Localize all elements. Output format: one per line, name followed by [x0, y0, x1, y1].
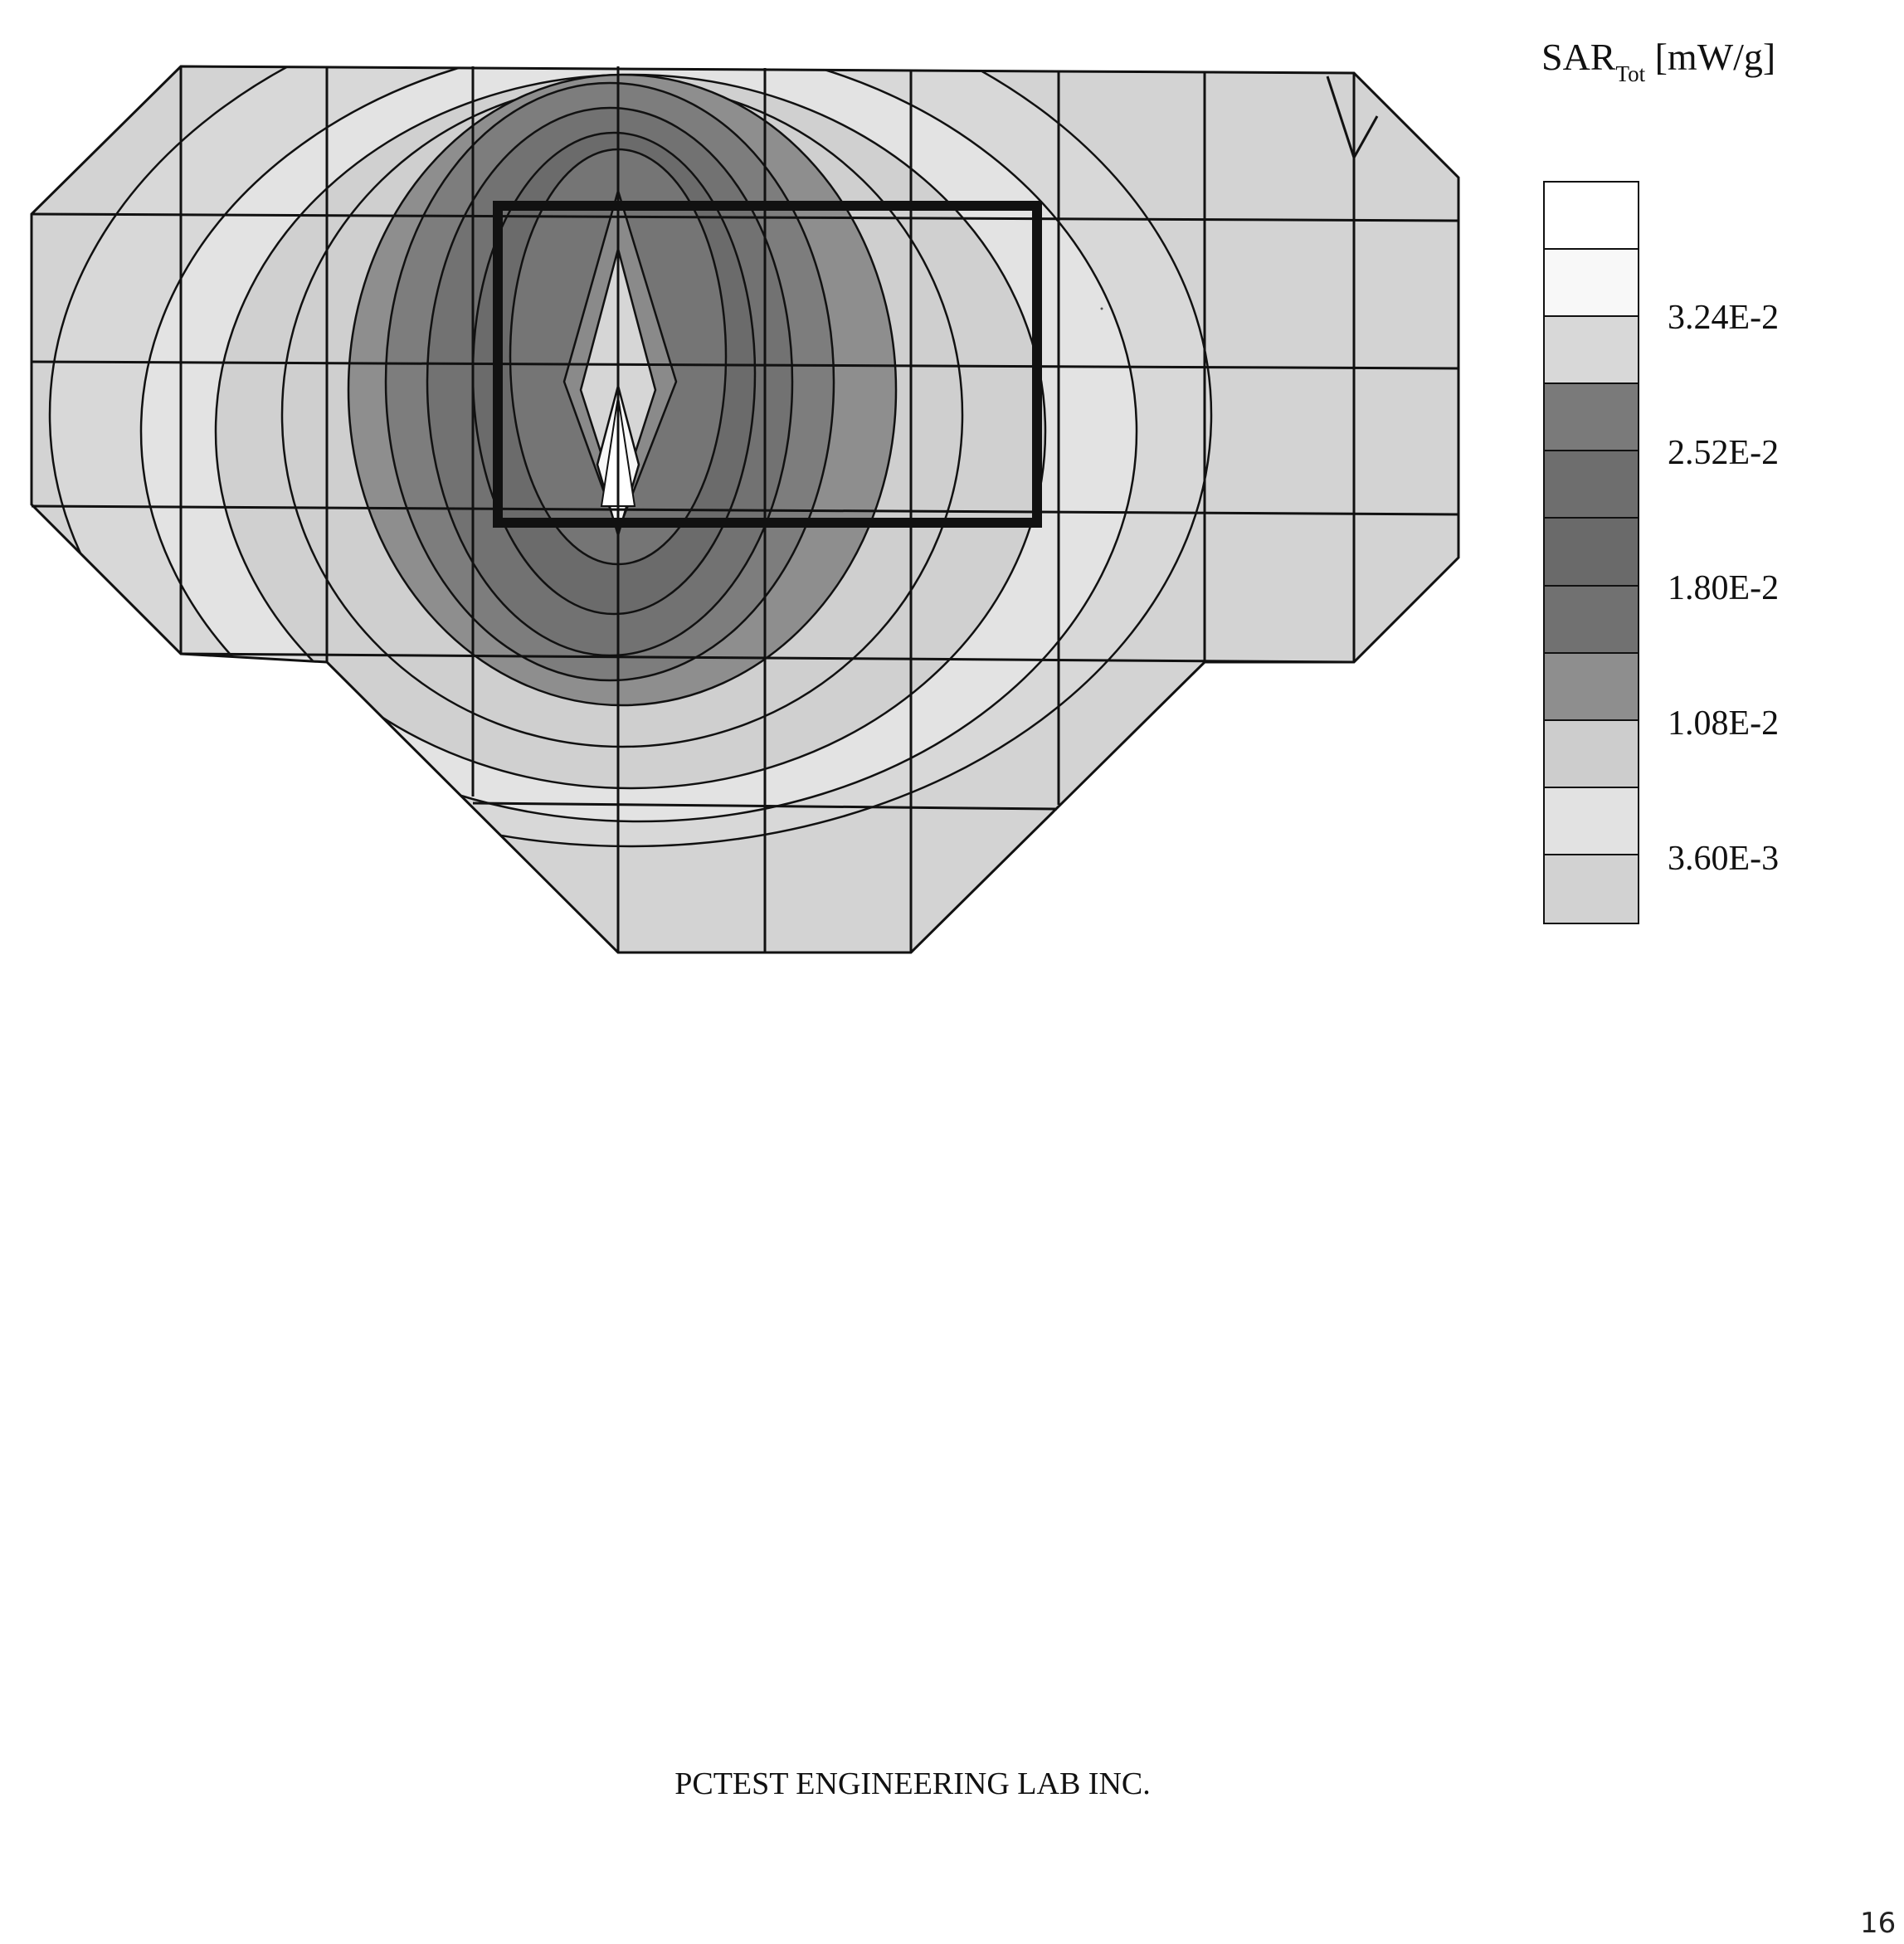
legend-tick-label: 1.08E-2	[1668, 704, 1780, 743]
legend-band	[1545, 519, 1638, 586]
company-footer: PCTEST ENGINEERING LAB INC.	[674, 1766, 1151, 1801]
legend-tick-label: 3.60E-3	[1668, 840, 1780, 878]
legend-band	[1545, 855, 1638, 923]
speck	[1101, 308, 1103, 310]
legend-colorbar	[1543, 181, 1639, 924]
contour-bands	[0, 0, 1477, 962]
sar-contour-plot	[0, 0, 1477, 962]
legend-band	[1545, 317, 1638, 384]
page-mark: 16	[1860, 1907, 1897, 1940]
legend-title	[1541, 35, 1775, 87]
legend-band	[1545, 721, 1638, 788]
legend-band	[1545, 183, 1638, 250]
legend-band	[1545, 250, 1638, 317]
legend-tick-label: 3.24E-2	[1668, 299, 1780, 337]
legend-title-unit: [mW/g]	[1654, 36, 1776, 78]
legend-tick-label: 1.80E-2	[1668, 569, 1780, 607]
legend-band	[1545, 451, 1638, 519]
legend-band	[1545, 654, 1638, 721]
legend-band	[1545, 587, 1638, 654]
legend-title-main: SAR	[1541, 36, 1616, 78]
legend-band	[1545, 384, 1638, 451]
legend-tick-label: 2.52E-2	[1668, 434, 1780, 472]
legend-band	[1545, 788, 1638, 855]
legend-title-sub: Tot	[1615, 61, 1646, 86]
